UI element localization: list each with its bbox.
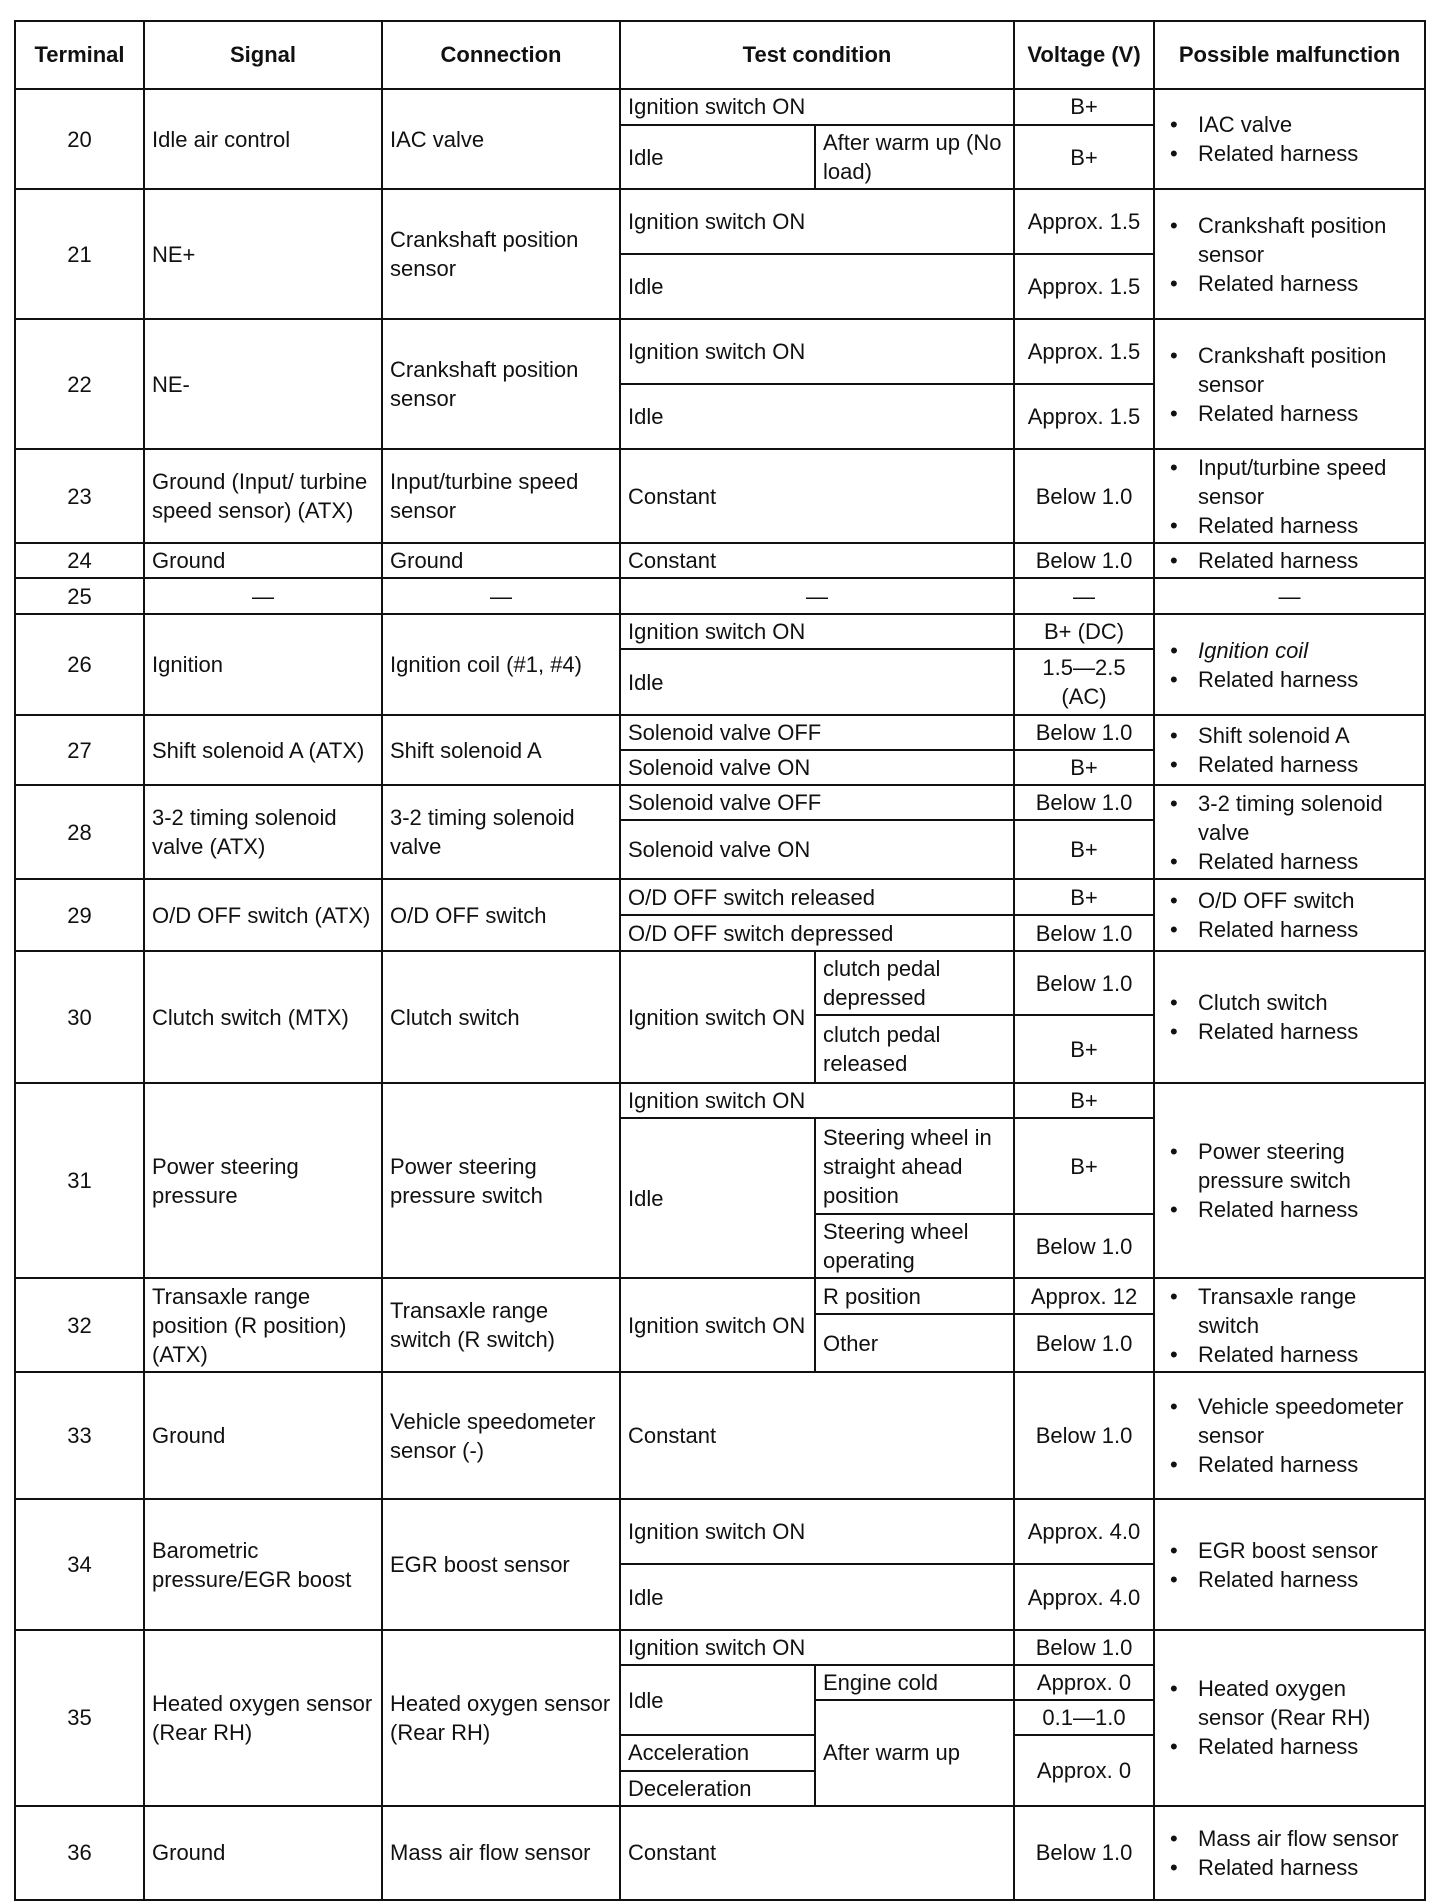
signal-cell: Clutch switch (MTX) [144, 951, 382, 1083]
voltage-cell: Below 1.0 [1014, 543, 1154, 578]
malfunction-cell [1154, 1499, 1425, 1630]
malfunction-cell [1154, 1372, 1425, 1499]
malfunction-item: • Related harness [1162, 750, 1417, 779]
test-condition-cell: Ignition switch ON [620, 951, 815, 1083]
test-condition-sub-cell: clutch pedal released [815, 1015, 1014, 1083]
test-condition-cell: O/D OFF switch depressed [620, 915, 1014, 951]
signal-cell: Power steering pressure [144, 1083, 382, 1278]
test-condition-cell: Constant [620, 449, 1014, 543]
malfunction-item: • Ignition coil [1162, 636, 1417, 665]
malfunction-cell [1154, 319, 1425, 449]
table-row [15, 785, 1425, 820]
terminal-number: 25 [15, 578, 144, 614]
malfunction-item: • Related harness [1162, 915, 1417, 944]
terminal-number: 21 [15, 189, 144, 319]
test-condition-cell: Constant [620, 543, 1014, 578]
header-connection: Connection [382, 21, 620, 89]
malfunction-item: • Related harness [1162, 847, 1417, 876]
terminal-number: 35 [15, 1630, 144, 1805]
malfunction-item: • Power steering pressure switch [1162, 1137, 1417, 1195]
header-signal: Signal [144, 21, 382, 89]
test-condition-cell: Acceleration [620, 1735, 815, 1770]
malfunction-cell [1154, 543, 1425, 578]
signal-cell: O/D OFF switch (ATX) [144, 879, 382, 951]
test-condition-cell: Constant [620, 1806, 1014, 1900]
malfunction-item: • Shift solenoid A [1162, 721, 1417, 750]
malfunction-cell [1154, 189, 1425, 319]
test-condition-cell: — [620, 578, 1014, 614]
test-condition-cell: Ignition switch ON [620, 89, 1014, 125]
test-condition-sub-cell: Steering wheel in straight ahead position [815, 1118, 1014, 1214]
voltage-cell: Approx. 1.5 [1014, 189, 1154, 254]
table-row [15, 1083, 1425, 1118]
malfunction-item: • Transaxle range switch [1162, 1282, 1417, 1340]
test-condition-cell: Solenoid valve ON [620, 820, 1014, 879]
test-condition-cell: Ignition switch ON [620, 1083, 1014, 1118]
test-condition-sub-cell: R position [815, 1278, 1014, 1314]
test-condition-cell: Idle [620, 1564, 1014, 1630]
malfunction-item: • IAC valve [1162, 110, 1417, 139]
header-terminal: Terminal [15, 21, 144, 89]
malfunction-item: • Related harness [1162, 1565, 1417, 1594]
malfunction-cell [1154, 715, 1425, 785]
voltage-cell: Below 1.0 [1014, 1214, 1154, 1278]
signal-cell: Ground [144, 543, 382, 578]
malfunction-item: • Crankshaft position sensor [1162, 211, 1417, 269]
voltage-cell: Approx. 1.5 [1014, 384, 1154, 449]
terminal-number: 22 [15, 319, 144, 449]
table-row [15, 1630, 1425, 1665]
signal-cell: Idle air control [144, 89, 382, 189]
connection-cell: O/D OFF switch [382, 879, 620, 951]
test-condition-cell: Ignition switch ON [620, 614, 1014, 649]
malfunction-item: • Related harness [1162, 139, 1417, 168]
connection-cell: Power steering pressure switch [382, 1083, 620, 1278]
malfunction-cell [1154, 449, 1425, 543]
voltage-cell: B+ [1014, 89, 1154, 125]
table-row [15, 578, 1425, 614]
malfunction-cell [1154, 89, 1425, 189]
signal-cell: 3-2 timing solenoid valve (ATX) [144, 785, 382, 879]
malfunction-item: • Related harness [1162, 546, 1417, 575]
voltage-cell: — [1014, 578, 1154, 614]
test-condition-cell: Ignition switch ON [620, 1630, 1014, 1665]
voltage-cell: Below 1.0 [1014, 1314, 1154, 1372]
signal-cell: Ignition [144, 614, 382, 715]
malfunction-item: • Vehicle speedometer sensor [1162, 1392, 1417, 1450]
voltage-cell: 1.5—2.5 (AC) [1014, 649, 1154, 715]
malfunction-item: • EGR boost sensor [1162, 1536, 1417, 1565]
signal-cell: NE+ [144, 189, 382, 319]
voltage-cell: Approx. 0 [1014, 1735, 1154, 1805]
malfunction-cell [1154, 1083, 1425, 1278]
terminal-number: 26 [15, 614, 144, 715]
connection-cell: 3-2 timing solenoid valve [382, 785, 620, 879]
test-condition-sub-cell: Engine cold [815, 1665, 1014, 1700]
voltage-cell: Below 1.0 [1014, 1372, 1154, 1499]
voltage-cell: B+ [1014, 1015, 1154, 1083]
terminal-number: 20 [15, 89, 144, 189]
table-row [15, 449, 1425, 543]
test-condition-sub-cell: After warm up (No load) [815, 125, 1014, 189]
connection-cell: IAC valve [382, 89, 620, 189]
voltage-cell: B+ [1014, 1118, 1154, 1214]
voltage-cell: Below 1.0 [1014, 449, 1154, 543]
voltage-cell: B+ [1014, 879, 1154, 915]
malfunction-item: • Related harness [1162, 269, 1417, 298]
voltage-cell: Approx. 4.0 [1014, 1499, 1154, 1564]
connection-cell: Crankshaft position sensor [382, 319, 620, 449]
signal-cell: — [144, 578, 382, 614]
connection-cell: Shift solenoid A [382, 715, 620, 785]
voltage-cell: B+ (DC) [1014, 614, 1154, 649]
signal-cell: Shift solenoid A (ATX) [144, 715, 382, 785]
voltage-cell: Below 1.0 [1014, 1630, 1154, 1665]
table-row [15, 879, 1425, 915]
terminal-number: 31 [15, 1083, 144, 1278]
terminal-number: 34 [15, 1499, 144, 1630]
header-possible-malfunction: Possible malfunction [1154, 21, 1425, 89]
test-condition-cell: Ignition switch ON [620, 189, 1014, 254]
malfunction-item: • Input/turbine speed sensor [1162, 453, 1417, 511]
signal-cell: Heated oxygen sensor (Rear RH) [144, 1630, 382, 1805]
signal-cell: Ground [144, 1372, 382, 1499]
terminal-number: 23 [15, 449, 144, 543]
test-condition-cell: Solenoid valve OFF [620, 785, 1014, 820]
malfunction-cell [1154, 1806, 1425, 1900]
terminal-number: 30 [15, 951, 144, 1083]
header-voltage: Voltage (V) [1014, 21, 1154, 89]
voltage-cell: Below 1.0 [1014, 915, 1154, 951]
test-condition-cell: Deceleration [620, 1771, 815, 1806]
voltage-cell: B+ [1014, 820, 1154, 879]
signal-cell: Ground [144, 1806, 382, 1900]
terminal-number: 33 [15, 1372, 144, 1499]
malfunction-cell: — [1154, 578, 1425, 614]
test-condition-cell: Idle [620, 125, 815, 189]
test-condition-cell: Idle [620, 384, 1014, 449]
table-row [15, 1806, 1425, 1900]
table-row [15, 715, 1425, 750]
voltage-cell: Approx. 1.5 [1014, 319, 1154, 384]
malfunction-cell [1154, 785, 1425, 879]
test-condition-sub-cell: After warm up [815, 1700, 1014, 1805]
malfunction-item: • Clutch switch [1162, 988, 1417, 1017]
table-row [15, 1372, 1425, 1499]
connection-cell: Input/turbine speed sensor [382, 449, 620, 543]
connection-cell: Mass air flow sensor [382, 1806, 620, 1900]
malfunction-cell [1154, 879, 1425, 951]
table-row [15, 1278, 1425, 1314]
table-row [15, 614, 1425, 649]
malfunction-cell [1154, 1630, 1425, 1805]
connection-cell: Ignition coil (#1, #4) [382, 614, 620, 715]
table-row [15, 189, 1425, 254]
test-condition-cell: Constant [620, 1372, 1014, 1499]
table-row [15, 543, 1425, 578]
test-condition-cell: Solenoid valve ON [620, 750, 1014, 785]
terminal-number: 36 [15, 1806, 144, 1900]
terminal-spec-table [14, 20, 1426, 1901]
connection-cell: — [382, 578, 620, 614]
test-condition-cell: Solenoid valve OFF [620, 715, 1014, 750]
connection-cell: EGR boost sensor [382, 1499, 620, 1630]
connection-cell: Transaxle range switch (R switch) [382, 1278, 620, 1372]
test-condition-cell: O/D OFF switch released [620, 879, 1014, 915]
malfunction-item: • Related harness [1162, 665, 1417, 694]
terminal-number: 29 [15, 879, 144, 951]
signal-cell: Ground (Input/ turbine speed sensor) (ATX) [144, 449, 382, 543]
terminal-number: 27 [15, 715, 144, 785]
test-condition-cell: Idle [620, 649, 1014, 715]
malfunction-cell [1154, 1278, 1425, 1372]
terminal-number: 24 [15, 543, 144, 578]
malfunction-item: • 3-2 timing solenoid valve [1162, 789, 1417, 847]
test-condition-sub-cell: Steering wheel operating [815, 1214, 1014, 1278]
table-row [15, 951, 1425, 1015]
malfunction-item: • Mass air flow sensor [1162, 1824, 1417, 1853]
malfunction-cell [1154, 951, 1425, 1083]
connection-cell: Vehicle speedometer sensor (-) [382, 1372, 620, 1499]
malfunction-item: • Heated oxygen sensor (Rear RH) [1162, 1674, 1417, 1732]
malfunction-item: • Related harness [1162, 399, 1417, 428]
malfunction-item: • O/D OFF switch [1162, 886, 1417, 915]
connection-cell: Clutch switch [382, 951, 620, 1083]
connection-cell: Ground [382, 543, 620, 578]
test-condition-cell: Ignition switch ON [620, 1499, 1014, 1564]
table-row [15, 89, 1425, 125]
test-condition-sub-cell: Other [815, 1314, 1014, 1372]
voltage-cell: Approx. 12 [1014, 1278, 1154, 1314]
table-row [15, 1499, 1425, 1564]
malfunction-item: • Crankshaft position sensor [1162, 341, 1417, 399]
malfunction-item: • Related harness [1162, 1732, 1417, 1761]
voltage-cell: Below 1.0 [1014, 1806, 1154, 1900]
test-condition-sub-cell: clutch pedal depressed [815, 951, 1014, 1015]
malfunction-item: • Related harness [1162, 1853, 1417, 1882]
voltage-cell: Approx. 0 [1014, 1665, 1154, 1700]
header-row [15, 21, 1425, 89]
voltage-cell: Below 1.0 [1014, 951, 1154, 1015]
malfunction-item: • Related harness [1162, 1340, 1417, 1369]
voltage-cell: Below 1.0 [1014, 785, 1154, 820]
terminal-number: 28 [15, 785, 144, 879]
signal-cell: Barometric pressure/EGR boost [144, 1499, 382, 1630]
voltage-cell: B+ [1014, 1083, 1154, 1118]
test-condition-cell: Idle [620, 1665, 815, 1735]
connection-cell: Crankshaft position sensor [382, 189, 620, 319]
test-condition-cell: Idle [620, 254, 1014, 319]
malfunction-item: • Related harness [1162, 1017, 1417, 1046]
connection-cell: Heated oxygen sensor (Rear RH) [382, 1630, 620, 1805]
malfunction-item: • Related harness [1162, 1450, 1417, 1479]
voltage-cell: Approx. 1.5 [1014, 254, 1154, 319]
table-row [15, 319, 1425, 384]
test-condition-cell: Idle [620, 1118, 815, 1278]
signal-cell: Transaxle range position (R position) (ATX) [144, 1278, 382, 1372]
voltage-cell: B+ [1014, 750, 1154, 785]
malfunction-item: • Related harness [1162, 511, 1417, 540]
malfunction-cell [1154, 614, 1425, 715]
header-test-condition: Test condition [620, 21, 1014, 89]
voltage-cell: Approx. 4.0 [1014, 1564, 1154, 1630]
voltage-cell: B+ [1014, 125, 1154, 189]
voltage-cell: Below 1.0 [1014, 715, 1154, 750]
voltage-cell: 0.1—1.0 [1014, 1700, 1154, 1735]
test-condition-cell: Ignition switch ON [620, 319, 1014, 384]
signal-cell: NE- [144, 319, 382, 449]
test-condition-cell: Ignition switch ON [620, 1278, 815, 1372]
terminal-number: 32 [15, 1278, 144, 1372]
malfunction-item: • Related harness [1162, 1195, 1417, 1224]
